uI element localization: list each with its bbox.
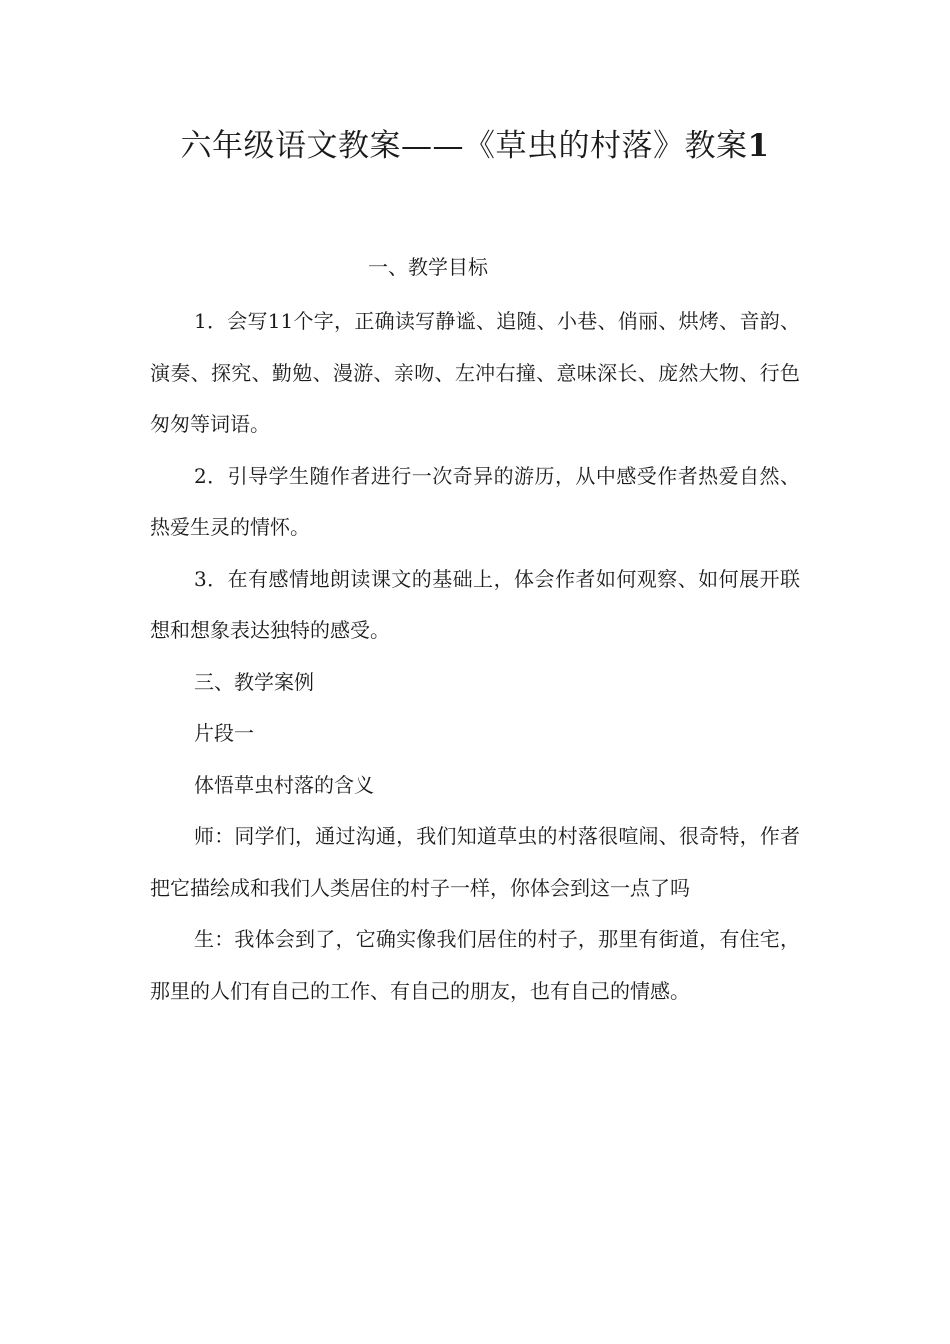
document-body (150, 296, 800, 1017)
fragment-label: 片段一 (194, 721, 254, 745)
document-title (0, 122, 950, 170)
title-text: 六年级语文教案——《草虫的村落》教案 (180, 128, 748, 164)
teacher-dialogue: 师：同学们，通过沟通，我们知道草虫的村落很喧闹、很奇特，作者把它描绘成和我们人类居住的村子一样，你体会到这一点了吗 (150, 824, 800, 900)
objective-2: 2．引导学生随作者进行一次奇异的游历，从中感受作者热爱自然、热爱生灵的情怀。 (150, 463, 800, 539)
fragment-subtitle: 体悟草虫村落的含义 (194, 772, 374, 797)
section-heading-cases: 三、教学案例 (194, 669, 314, 694)
title-number: 1 (747, 128, 770, 164)
student-dialogue: 生：我体会到了，它确实像我们居住的村子，那里有街道，有住宅，那里的人们有自己的工作、有自己的朋友，也有自己的情感。 (150, 927, 800, 1003)
objective-1: 1．会写11个字，正确读写静谧、追随、小巷、俏丽、烘烤、音韵、演奏、探究、勤勉、漫游、亲吻、左冲右撞、意味深长、庞然大物、行色匆匆等词语。 (150, 309, 800, 436)
objective-3: 3．在有感情地朗读课文的基础上，体会作者如何观察、如何展开联想和想象表达独特的感受。 (150, 566, 800, 642)
section-heading-objectives: 一、教学目标 (368, 255, 488, 279)
